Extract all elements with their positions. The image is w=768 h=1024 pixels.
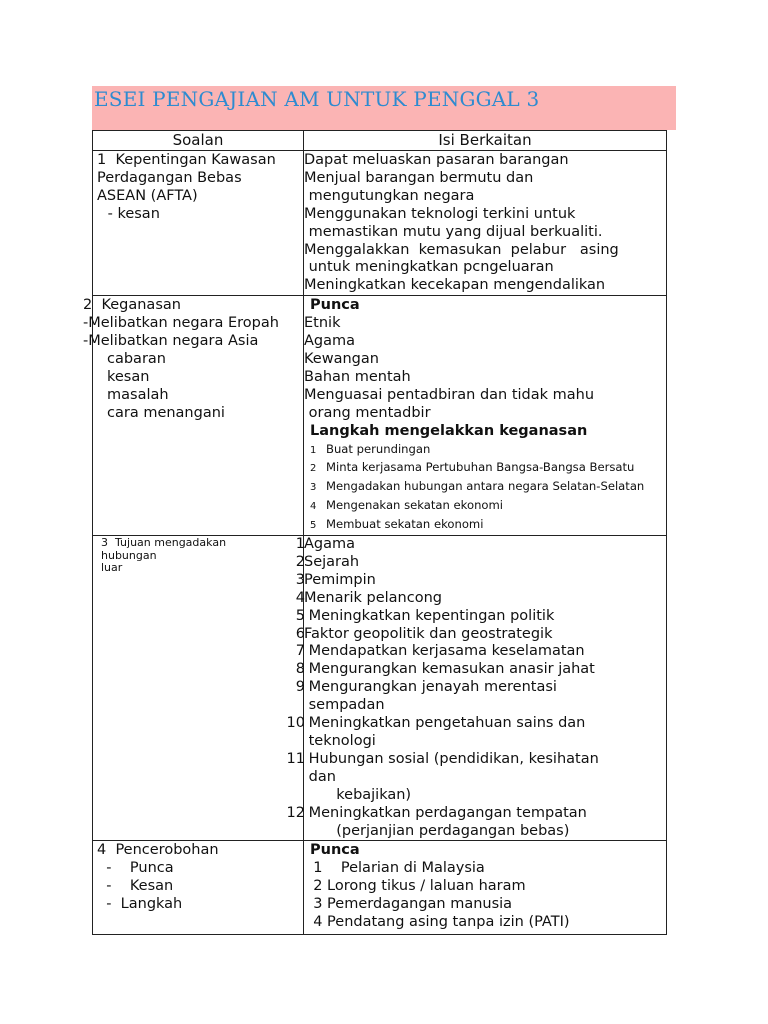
- list-item: [295, 607, 666, 626]
- item-text: Menarik pelancong: [304, 589, 442, 606]
- item-number: 3: [295, 571, 305, 588]
- isi-cell: [304, 841, 667, 935]
- soalan-line: 2 Keganasan: [83, 297, 181, 314]
- item-text: Agama: [304, 536, 356, 553]
- list-item: [295, 589, 666, 608]
- soalan-line: 3 Tujuan mengadakan: [101, 536, 227, 550]
- list-item: [295, 571, 666, 590]
- header-isi-berkaitan: Isi Berkaitan: [304, 131, 667, 151]
- isi-line: Etnik: [304, 315, 341, 332]
- isi-line: Meningkatkan kecekapan mengendalikan: [304, 277, 606, 294]
- isi-line: Menggunakan teknologi terkini untuk: [304, 205, 576, 222]
- isi-line: 4 Pendatang asing tanpa izin (PATI): [304, 914, 570, 931]
- item-number: 12: [286, 804, 305, 821]
- item-text: kebajikan): [304, 786, 412, 803]
- soalan-line: hubungan: [101, 548, 157, 562]
- list-item: [304, 823, 666, 841]
- list-item: [304, 769, 666, 787]
- soalan-cell: [93, 841, 304, 935]
- isi-line: Agama: [304, 333, 356, 350]
- isi-line: mengutungkan negara: [304, 187, 475, 204]
- list-item: cara menangani: [99, 405, 303, 423]
- soalan-line: 4 Pencerobohan: [97, 842, 219, 859]
- item-number: 10: [286, 715, 305, 732]
- isi-line: Menjual barangan bermutu dan: [304, 169, 534, 186]
- item-text: Faktor geopolitik dan geostrategik: [304, 625, 553, 642]
- isi-line: Menggalakkan kemasukan pelabur asing: [304, 241, 619, 258]
- header-soalan: Soalan: [93, 131, 304, 151]
- list-item: 4 Mengenakan sekatan ekonomi: [310, 498, 504, 513]
- table-row: [93, 151, 667, 296]
- list-item: [295, 643, 666, 661]
- table-row: [93, 296, 667, 536]
- isi-cell: [304, 296, 667, 536]
- item-text: Pemimpin: [304, 571, 376, 588]
- list-item: 3 Mengadakan hubungan antara negara Selatan-Selatan: [310, 479, 645, 494]
- item-text: Meningkatkan perdagangan tempatan: [304, 804, 587, 821]
- isi-line: 1 Pelarian di Malaysia: [304, 860, 485, 877]
- list-item: kesan: [99, 369, 303, 387]
- isi-line: memastikan mutu yang dijual berkualiti.: [304, 223, 603, 240]
- list-item: [304, 733, 666, 751]
- list-item: [295, 679, 666, 697]
- soalan-line: - kesan: [103, 205, 160, 222]
- list-item: 2 Minta kerjasama Pertubuhan Bangsa-Bangsa Bersatu: [310, 460, 635, 475]
- isi-line: 2 Lorong tikus / laluan haram: [304, 878, 526, 895]
- list-item: [286, 750, 666, 769]
- isi-cell: [286, 536, 667, 841]
- item-number: 4: [295, 589, 305, 606]
- list-item: [304, 697, 666, 715]
- item-text: Meningkatkan kepentingan politik: [304, 607, 555, 624]
- list-item: [295, 553, 666, 572]
- item-text: dan: [304, 768, 336, 785]
- item-text: sempadan: [304, 697, 385, 714]
- soalan-line: ASEAN (AFTA): [97, 187, 198, 204]
- langkah-heading: Langkah mengelakkan keganasan: [310, 422, 588, 439]
- list-item: [295, 625, 666, 644]
- item-text: Mengurangkan jenayah merentasi: [304, 679, 557, 696]
- soalan-line: - Kesan: [97, 878, 174, 895]
- essay-table: [83, 130, 667, 935]
- list-item: 1 Buat perundingan: [310, 441, 431, 456]
- table-row: [93, 841, 667, 935]
- soalan-cell: [83, 296, 304, 536]
- isi-line: orang mentadbir: [304, 404, 431, 421]
- item-number: 9: [295, 679, 305, 696]
- item-number: 2: [295, 553, 305, 570]
- soalan-line: Perdagangan Bebas: [97, 169, 242, 186]
- item-number: 1: [295, 536, 305, 553]
- item-text: (perjanjian perdagangan bebas): [304, 822, 570, 839]
- list-item: [295, 661, 666, 679]
- punca-heading: Punca: [310, 297, 360, 314]
- list-item: masalah: [99, 387, 303, 405]
- isi-line: untuk meningkatkan pcngeluaran: [304, 259, 554, 276]
- item-number: 5: [295, 607, 305, 624]
- soalan-cell: [93, 536, 304, 841]
- list-item: [295, 536, 666, 554]
- list-item: [304, 787, 666, 805]
- punca-heading: Punca: [310, 842, 360, 859]
- soalan-cell: [93, 151, 304, 296]
- item-text: Hubungan sosial (pendidikan, kesihatan: [304, 750, 599, 767]
- item-number: 7: [295, 643, 305, 660]
- isi-line: Bahan mentah: [304, 368, 411, 385]
- list-item: [286, 804, 666, 823]
- isi-cell: [304, 151, 667, 296]
- soalan-line: 1 Kepentingan Kawasan: [97, 152, 276, 168]
- list-item: [286, 715, 666, 733]
- item-text: teknologi: [304, 733, 376, 749]
- item-number: 6: [295, 625, 305, 642]
- item-number: 11: [286, 750, 305, 767]
- soalan-line: -Melibatkan negara Asia: [83, 333, 259, 350]
- isi-line: 3 Pemerdagangan manusia: [304, 896, 513, 913]
- table-row: [93, 536, 667, 841]
- list-item: 5 Membuat sekatan ekonomi: [310, 517, 484, 532]
- isi-line: Dapat meluaskan pasaran barangan: [304, 152, 569, 168]
- item-text: Mengurangkan kemasukan anasir jahat: [304, 661, 595, 678]
- list-item: cabaran: [99, 351, 303, 369]
- soalan-line: luar: [101, 561, 123, 575]
- item-text: Sejarah: [304, 553, 360, 570]
- soalan-line: -Melibatkan negara Eropah: [83, 315, 279, 332]
- isi-line: Kewangan: [304, 350, 379, 367]
- item-text: Mendapatkan kerjasama keselamatan: [304, 643, 585, 660]
- soalan-line: - Punca: [97, 860, 174, 877]
- document-title: ESEI PENGAJIAN AM UNTUK PENGGAL 3: [94, 87, 540, 111]
- item-number: 8: [295, 661, 305, 678]
- isi-line: Menguasai pentadbiran dan tidak mahu: [304, 386, 595, 403]
- soalan-line: - Langkah: [97, 896, 183, 913]
- item-text: Meningkatkan pengetahuan sains dan: [304, 715, 586, 732]
